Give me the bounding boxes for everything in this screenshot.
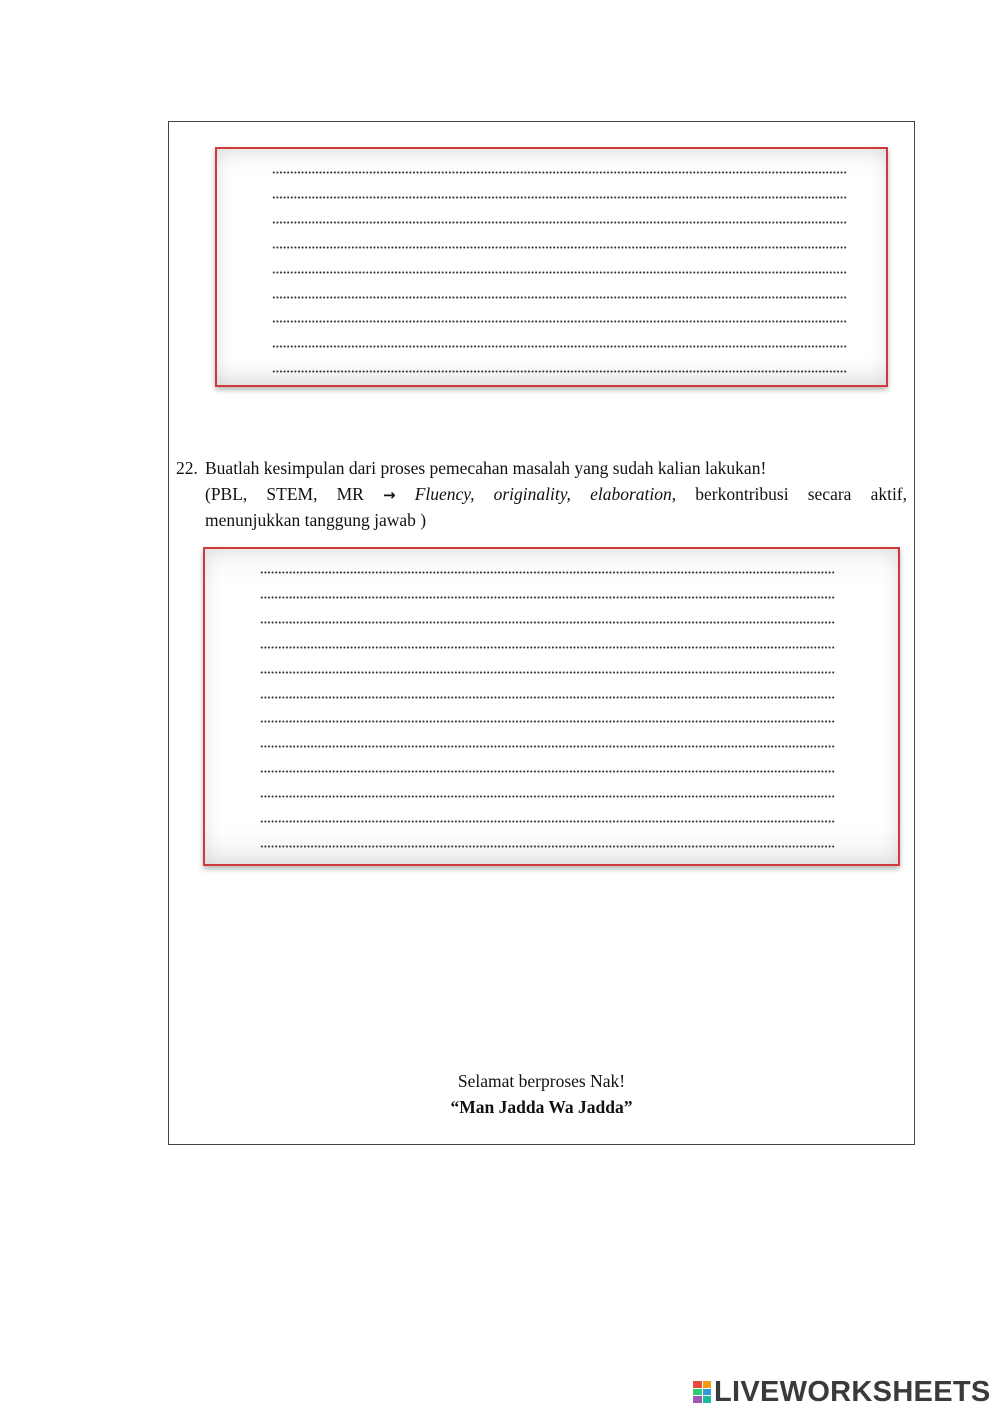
dotted-answer-line — [272, 221, 847, 224]
dotted-answer-line — [260, 720, 835, 723]
dotted-answer-line — [260, 571, 835, 574]
right-arrow-icon: → — [383, 485, 396, 504]
question-criteria — [205, 482, 907, 509]
liveworksheets-logo — [693, 1377, 991, 1407]
closing-greeting: Selamat berproses Nak! — [457, 1071, 626, 1091]
question-criteria-line2: menunjukkan tanggung jawab ) — [205, 510, 427, 530]
criteria-originality: originality, — [493, 483, 571, 504]
logo-square — [693, 1396, 702, 1403]
logo-grid-icon — [693, 1381, 711, 1403]
dotted-answer-line — [260, 820, 835, 823]
criteria-elaboration: elaboration — [590, 483, 672, 504]
dotted-answer-line — [260, 745, 835, 748]
question-prompt: Buatlah kesimpulan dari proses pemecahan masalah yang sudah kalian lakukan! — [205, 458, 767, 478]
dotted-answer-line — [260, 596, 835, 599]
question-text — [205, 456, 907, 534]
brand-name: LIVEWORKSHEETS — [714, 1375, 991, 1408]
logo-square — [703, 1389, 712, 1396]
dotted-answer-line — [272, 246, 847, 249]
dotted-answer-line — [272, 171, 847, 174]
dotted-answer-line — [260, 621, 835, 624]
question-number: 22. — [176, 458, 198, 478]
logo-square — [693, 1381, 702, 1388]
logo-square — [703, 1396, 712, 1403]
criteria-prefix: (PBL, STEM, MR — [205, 483, 364, 504]
dotted-answer-line — [260, 646, 835, 649]
logo-square — [703, 1381, 712, 1388]
dotted-answer-line — [272, 320, 847, 323]
dotted-answer-line — [260, 845, 835, 848]
dotted-answer-line — [260, 696, 835, 699]
dotted-answer-line — [272, 370, 847, 373]
dotted-answer-line — [260, 671, 835, 674]
answer-box-question-22[interactable] — [203, 547, 900, 866]
criteria-fluency: Fluency, — [414, 483, 475, 504]
dotted-answer-line — [260, 795, 835, 798]
dotted-answer-line — [272, 345, 847, 348]
closing-motto: “Man Jadda Wa Jadda” — [450, 1097, 633, 1117]
answer-box-previous[interactable] — [215, 147, 888, 387]
dotted-answer-line — [272, 271, 847, 274]
dotted-answer-line — [260, 770, 835, 773]
logo-square — [693, 1389, 702, 1396]
dotted-answer-line — [272, 196, 847, 199]
criteria-rest: , berkontribusi secara aktif, — [671, 483, 908, 504]
dotted-answer-line — [272, 296, 847, 299]
